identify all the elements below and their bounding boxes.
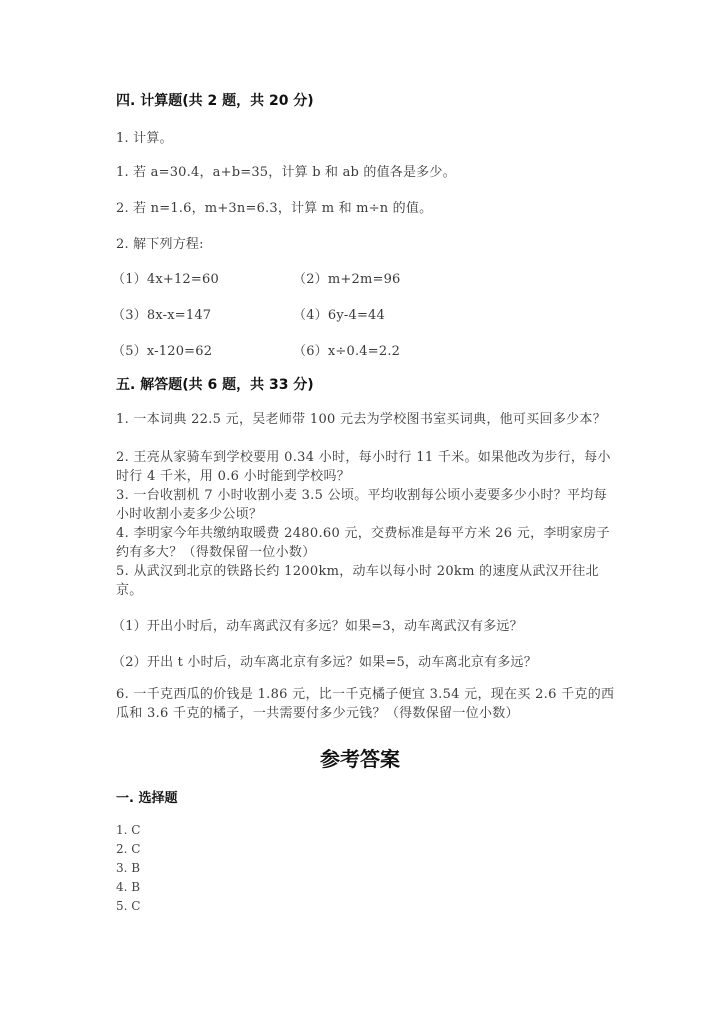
problem-4: 4. 李明家今年共缴纳取暖费 2480.60 元，交费标准是每平方米 26 元，李明家房子约有多大？（得数保留一位小数） [116, 526, 610, 560]
answer-key-title: 参考答案 [320, 747, 400, 771]
answer-4: 4. B [116, 880, 141, 894]
answers-section-1-heading: 一. 选择题 [116, 791, 178, 806]
problem-3: 3. 一台收割机 7 小时收割小麦 3.5 公顷。平均收割每公顷小麦要多少小时？平均每小时收割小麦多少公顷？ [116, 488, 607, 522]
sub-question-2: （2）开出 t 小时后，动车离北京有多远？如果=5，动车离北京有多远？ [112, 655, 537, 670]
equation-2: （2）m+2m=96 [293, 272, 401, 287]
equations-label: 2. 解下列方程: [116, 237, 204, 252]
section-4-heading: 四. 计算题(共 2 题，共 20 分) [116, 93, 314, 109]
answer-5: 5. C [116, 899, 141, 913]
calc-item-2: 2. 若 n=1.6，m+3n=6.3，计算 m 和 m÷n 的值。 [116, 201, 433, 216]
problem-1: 1. 一本词典 22.5 元，吴老师带 100 元去为学校图书室买词典，他可买回多少本？ [116, 412, 607, 427]
section-5-heading: 五. 解答题(共 6 题，共 33 分) [116, 377, 314, 393]
problem-2: 2. 王亮从家骑车到学校要用 0.34 小时，每小时行 11 千米。如果他改为步行，每小时行 4 千米，用 0.6 小时能到学校吗？ [116, 450, 611, 484]
equation-4: （4）6y-4=44 [293, 308, 385, 323]
answer-3: 3. B [116, 861, 141, 875]
problem-5: 5. 从武汉到北京的铁路长约 1200km，动车以每小时 20km 的速度从武汉开往北京。 [116, 564, 599, 598]
answer-1: 1. C [116, 823, 141, 837]
calc-item-1: 1. 若 a=30.4，a+b=35，计算 b 和 ab 的值各是多少。 [116, 165, 456, 180]
calc-question-label: 1. 计算。 [116, 131, 173, 146]
equation-3: （3）8x-x=147 [112, 308, 212, 323]
problem-6: 6. 一千克西瓜的价钱是 1.86 元，比一千克橘子便宜 3.54 元，现在买 2.6 千克的西瓜和 3.6 千克的橘子，一共需要付多少元钱？（得数保留一位小数） [116, 687, 615, 721]
equation-5: （5）x-120=62 [112, 344, 213, 359]
answer-2: 2. C [116, 842, 141, 856]
sub-question-1: （1）开出小时后，动车离武汉有多远？如果=3，动车离武汉有多远？ [112, 619, 523, 634]
equation-6: （6）x÷0.4=2.2 [293, 344, 401, 359]
equation-1: （1）4x+12=60 [112, 272, 219, 287]
